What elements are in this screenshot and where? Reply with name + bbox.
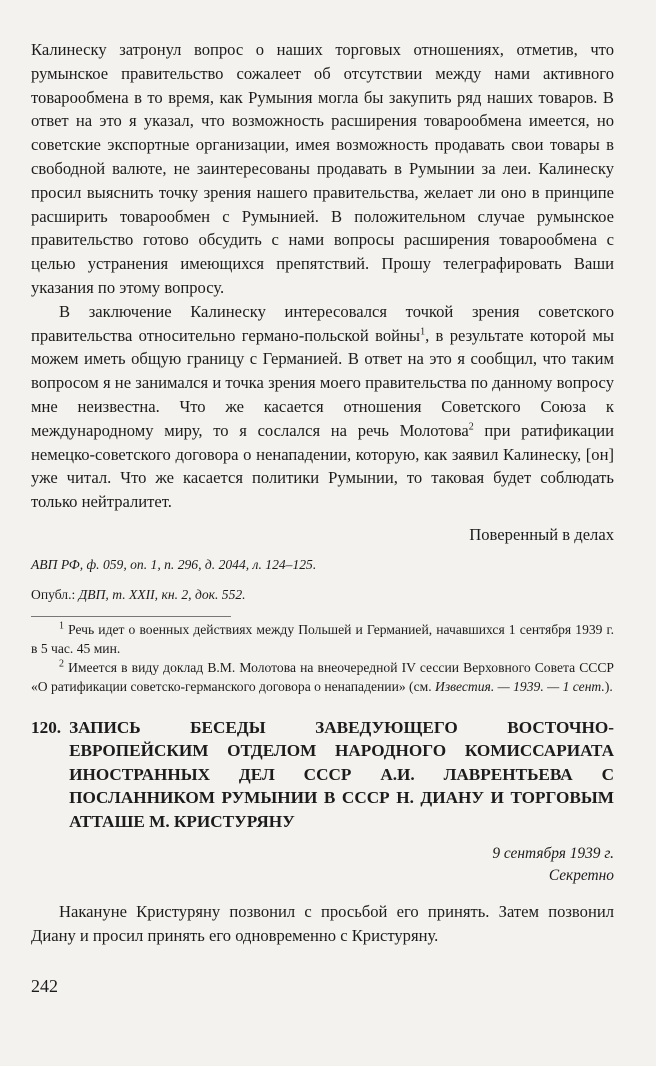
- signature: Поверенный в делах: [469, 524, 614, 544]
- footnote-2-mark: 2: [59, 658, 64, 670]
- letter-paragraph-2: [31, 300, 614, 514]
- book-page: [31, 38, 614, 997]
- page-number: 242: [31, 976, 58, 997]
- footnote-1-text: Речь идет о военных действиях между Польшей и Германией, начавшихся 1 сентября 1939 г. в 5 час. 45 мин.: [31, 621, 614, 656]
- footnote-reference-1: 1: [420, 326, 426, 338]
- publication-source: ДВП, т. XXII, кн. 2, док. 552.: [78, 586, 246, 602]
- document-heading: [31, 716, 614, 834]
- document-first-paragraph: Накануне Кристуряну позвонил с просьбой его принять. Затем позвонил Диану и просил принять его одновременно с Кристуряну.: [31, 902, 614, 946]
- document-date: 9 сентября 1939 г.: [492, 845, 614, 863]
- footnotes: [31, 620, 614, 696]
- document-number: 120.: [31, 717, 62, 737]
- paragraph-2-part-1: В заключение Калинеску интересовался точкой зрения советского правительства относительно германо-польской войны: [31, 301, 614, 345]
- archive-reference: АВП РФ, ф. 059, оп. 1, п. 296, д. 2044, л. 124–125.: [31, 556, 317, 572]
- footnote-2: [31, 658, 614, 696]
- footnote-2-source: Известия. — 1939. — 1 сент.: [435, 678, 605, 694]
- letter-paragraph-1: Калинеску затронул вопрос о наших торговых отношениях, отметив, что румынское правительство сожалеет об отсутствии между нами активного товарообмена в то время, как Румыния могла бы закупить ряд наших товаров. В ответ на это я указал, что возможность расширения товарообмена имеется, но советские экспортные организации, имея возможность продавать свои товары в свободной валюте, не заинтересованы продавать в Румынии за леи. Калинеску просил выяснить точку зрения нашего правительства, желает ли оно в принципе расширить товарообмен с Румынией. В положительном случае румынское правительство готово обсудить с нами вопросы расширения товарообмена с целью устранения имеющихся препятствий. Прошу телеграфировать Ваши указания по этому вопросу.: [31, 40, 614, 297]
- footnote-2-end: ).: [604, 678, 613, 694]
- paragraph-2-part-2: , в результате которой мы можем иметь общую границу с Германией. В ответ на это я сообщил, что таким вопросом я не занимался и точка зрения моего правительства по данному вопросу мне неизвестна. Что же касается отношения Советского Союза к международному миру, то я сослался на речь Молотова: [31, 325, 614, 440]
- footnote-reference-2: 2: [468, 421, 474, 433]
- publication-label: Опубл.:: [31, 586, 79, 602]
- document-title: ЗАПИСЬ БЕСЕДЫ ЗАВЕДУЮЩЕГО ВОСТОЧНО-ЕВРОПЕЙСКИМ ОТДЕЛОМ НАРОДНОГО КОМИССАРИАТА ИНОСТРАННЫХ ДЕЛ СССР А.И. ЛАВРЕНТЬЕВА С ПОСЛАННИКОМ РУМЫНИИ В СССР Н. ДИАНУ И ТОРГОВЫМ АТТАШЕ М. КРИСТУРЯНУ: [69, 717, 614, 831]
- paragraph-2-part-3: при ратификации немецко-советского договора о ненападении, которую, как заявил Калинеску, [он] уже читал. Что же касается политики Румынии, то таковая будет соблюдать только нейтралитет.: [31, 420, 614, 512]
- publication-reference: [31, 585, 614, 604]
- document-classification: Секретно: [548, 866, 614, 884]
- dateline: [31, 843, 614, 886]
- footnote-2-text: Имеется в виду доклад В.М. Молотова на внеочередной IV сессии Верховного Совета СССР «О ратификации советско-германского договора о ненападении» (см.: [31, 659, 614, 694]
- footnote-1-mark: 1: [59, 620, 64, 632]
- footnote-divider: [31, 616, 231, 617]
- footnote-1: [31, 620, 614, 658]
